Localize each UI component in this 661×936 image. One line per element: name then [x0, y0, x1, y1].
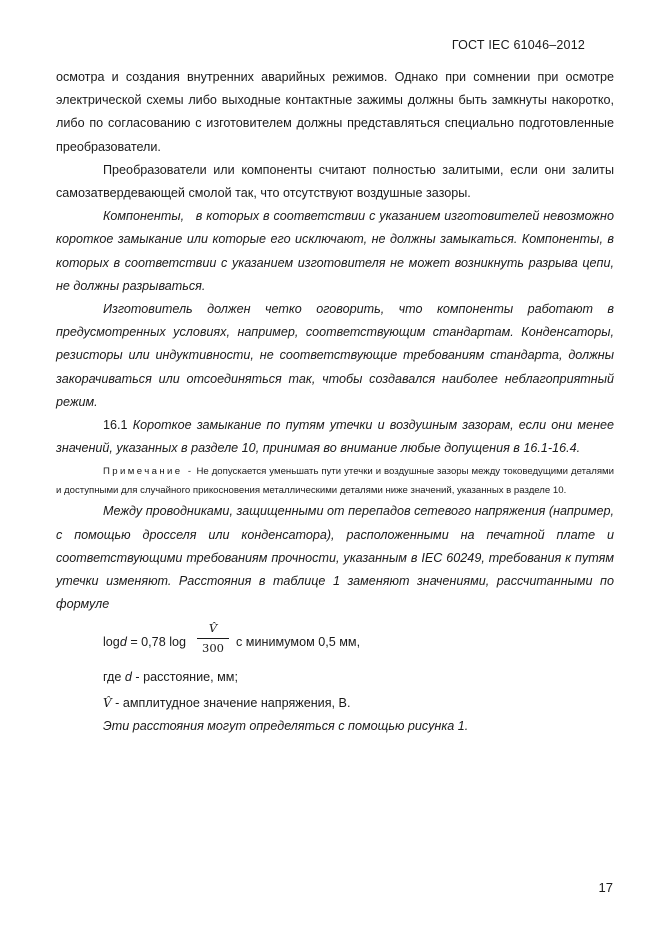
- paragraph-continuation: осмотра и создания внутренних аварийных режимов. Однако при сомнении при осмотре электрической схемы либо выходные контактные зажимы должны быть замкнуты накоротко, либо по согласованию с изготовителем должны представляться специально подготовленные преобразователи.: [56, 70, 614, 154]
- paragraph-components: Компоненты, в которых в соответствии с указанием изготовителей невозможно короткое замыкание или которые его исключают, не должны замыкаться. Компоненты, в которых в соответствии с указанием изготовителя не может возникнуть разрыва цепи, не должны разрываться.: [56, 209, 618, 293]
- closing-sentence: Эти расстояния могут определяться с помощью рисунка 1.: [103, 718, 469, 733]
- fraction-denominator: 300: [202, 641, 224, 656]
- clause-text: Короткое замыкание по путям утечки и воздушным зазорам, если они менее значений, указанных в разделе 10, принимая во внимание любые допущения в 16.1-16.4.: [56, 418, 615, 456]
- paragraph-conductors: Между проводниками, защищенными от перепадов сетевого напряжения (например, с помощью дросселя или конденсатора), расположенными на печатной плате и соответствующими требованиям прочности, указанным в IEC 60249, требования к путям утечки изменяют. Расстояния в таблице 1 заменяют значениями, рассчитанными по формуле: [56, 504, 614, 612]
- clause-number: 16.1: [103, 418, 128, 433]
- note-text: Не допускается уменьшать пути утечки и воздушные зазоры между токоведущими деталями и доступными для случайного прикосновения металлическими деталями ниже значений, указанных в разделе 10.: [56, 466, 614, 497]
- note: [56, 462, 614, 500]
- definition-d: где d - расстояние, мм;: [103, 670, 238, 685]
- note-label: Примечание -: [103, 466, 194, 478]
- formula-lhs: logd = 0,78 log: [103, 635, 186, 650]
- body-text: [56, 66, 618, 738]
- clause-16-1: [56, 414, 614, 460]
- formula-condition: с минимумом 0,5 мм,: [236, 635, 361, 650]
- formula: [103, 622, 614, 662]
- v-hat-symbol: V̂: [103, 695, 112, 710]
- fraction-numerator: V̂: [208, 621, 218, 636]
- page-number: 17: [598, 880, 613, 895]
- paragraph-manufacturer: Изготовитель должен четко оговорить, что компоненты работают в предусмотренных условиях, например, соответствующим стандартам. Конденсаторы, резисторы или индуктивности, не соответствующие требованиям стандарта, должны закорачиваться или отсоединяться так, чтобы создавался наиболее неблагоприятный режим.: [56, 302, 614, 409]
- paragraph-potted: Преобразователи или компоненты считают полностью залитыми, если они залиты самозатвердевающей смолой так, что отсутствуют воздушные зазоры.: [56, 162, 614, 201]
- standard-header: ГОСТ IEC 61046–2012: [451, 38, 585, 52]
- formula-fraction: [196, 618, 230, 657]
- definition-v: V̂ - амплитудное значение напряжения, В.: [103, 695, 351, 710]
